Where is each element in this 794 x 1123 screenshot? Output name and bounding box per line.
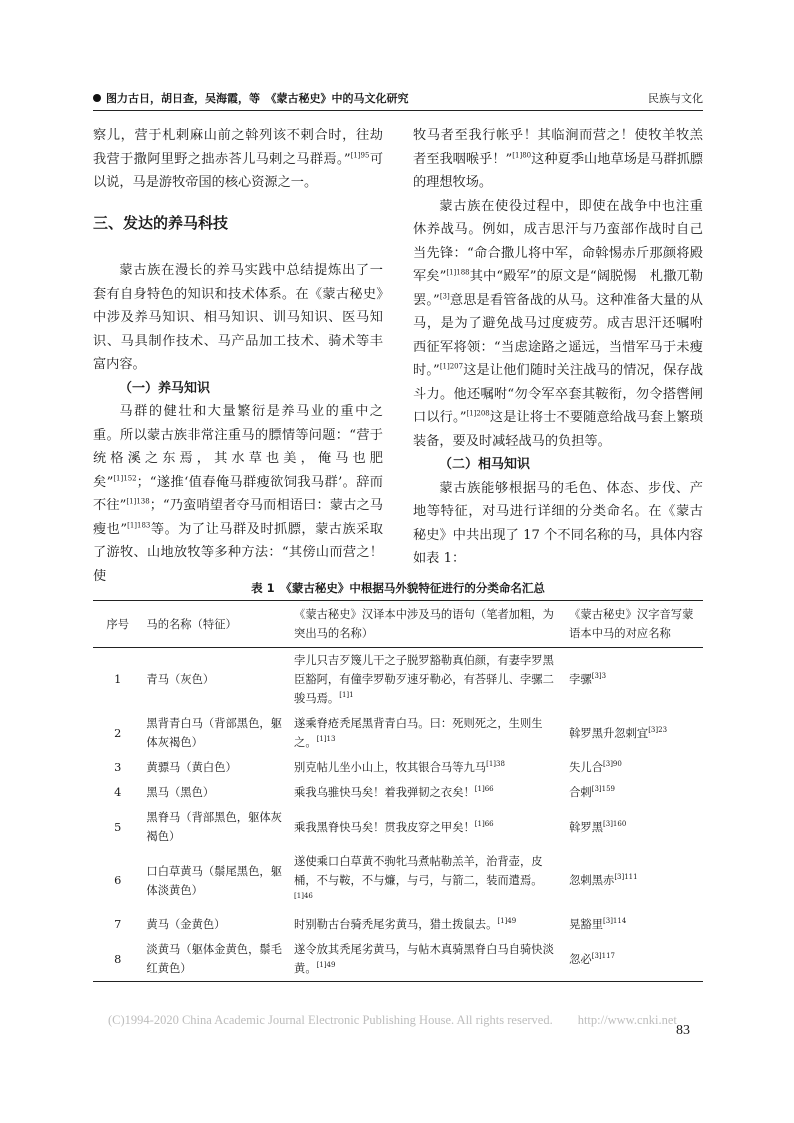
left-column (93, 124, 383, 588)
cell-name: 青马（灰色） (146, 673, 215, 686)
citation: [1]38 (486, 760, 505, 769)
citation: [3]117 (591, 951, 615, 960)
table-header-row (93, 601, 703, 648)
citation: [1]207 (439, 362, 464, 371)
cell-text: 别克帖儿坐小山上，牧其银合马等九马$^{[1]38}$ (294, 760, 505, 774)
table-row (93, 648, 703, 712)
table-row (93, 849, 703, 912)
cell-no: 6 (114, 874, 122, 887)
citation: [1]13 (316, 735, 336, 744)
citation: [3]90 (603, 760, 622, 769)
table-row (93, 912, 703, 937)
cell-name: 黑脊马（背部黑色，躯体灰褐色） (146, 811, 282, 843)
citation: [3]159 (591, 785, 615, 794)
running-header (93, 88, 703, 106)
citation: [3]3 (591, 672, 607, 681)
cell-text: 孛儿只吉歹篾儿干之子脱罗豁勒真伯颜，有妻孛罗黑臣豁阿，有僮孛罗勒歹速牙勒必，有荅驿儿、孛骡二骏马焉。$^{[1]1}$ (294, 654, 554, 705)
cell-mongol: 晃豁里$^{[3]114}$ (569, 917, 627, 931)
cell-mongol: 孛骡$^{[3]3}$ (569, 672, 607, 686)
cell-name: 黑马（黑色） (146, 786, 215, 799)
citation: [1]152 (113, 474, 137, 483)
cell-name: 黄骠马（黄白色） (146, 761, 237, 774)
citation: [3]160 (603, 819, 627, 828)
cell-name: 黑背青白马（背部黑色，躯体灰褐色） (146, 717, 282, 749)
paragraph: 蒙古族在漫长的养马实践中总结提炼出了一套有自身特色的知识和技术体系。在《蒙古秘史》中涉及养马知识、相马知识、训马知识、医马知识、马具制作技术、马产品加工技术、骑术等丰富内容。 (93, 263, 383, 372)
section-title: 三、发达的养马科技 (93, 213, 229, 232)
citation: [1]66 (474, 785, 494, 794)
citation: [1]49 (316, 961, 336, 970)
citation: [3]114 (603, 917, 627, 926)
table-row (93, 937, 703, 982)
column-header: 《蒙古秘史》汉译本中涉及马的语句（笔者加粗，为突出马的名称） (294, 608, 554, 640)
citation: [1]80 (512, 151, 532, 160)
citation: [3] (439, 292, 450, 301)
cell-mongol: 斡罗黑升忽剌宜$^{[3]23}$ (569, 725, 668, 740)
header-rule (93, 110, 703, 111)
cell-no: 8 (114, 952, 122, 966)
citation: [1]95 (350, 151, 370, 160)
cell-name: 黄马（金黄色） (146, 918, 226, 931)
horse-classification-table (93, 600, 703, 982)
subsection-title: （二）相马知识 (439, 457, 531, 472)
column-header: 马的名称（特征） (146, 617, 237, 631)
bullet-icon (93, 94, 101, 102)
cell-text: 遂令放其秃尾劣黄马，与帖木真骑黑脊白马自骑快淡黄。$^{[1]49}$ (294, 943, 554, 975)
cell-mongol: 忽必$^{[3]117}$ (569, 951, 615, 966)
column-header: 序号 (106, 617, 129, 631)
citation: [3]23 (648, 725, 668, 734)
page-number: 83 (676, 1023, 690, 1038)
paragraph: 马群的健壮和大量繁衍是养马业的重中之重。所以蒙古族非常注重马的膘情等问题：“营于统格溪之东焉，其水草也美，俺马也肥矣”$^{[1]152}$；“遂推‘值春俺马群瘦欲饲我马群’。辞而不往”$^{[1]138}$；“乃蛮哨望者夺马而相语曰：蒙古之马瘦也”$^{[1]183}$等。为了让马群及时抓膘，蒙古族采取了游牧、山地放牧等多种方法：“其傍山而营之！使 (93, 404, 383, 584)
cell-no: 1 (114, 673, 122, 686)
citation: [1]208 (466, 409, 490, 418)
cell-mongol: 失儿合$^{[3]90}$ (569, 760, 622, 774)
cell-no: 7 (114, 918, 122, 931)
paragraph: 蒙古族能够根据马的毛色、体态、步伐、产地等特征，对马进行详细的分类命名。在《蒙古秘史》中共出现了 17 个不同名称的马，具体内容如表 1： (413, 480, 703, 566)
cell-no: 3 (114, 761, 122, 774)
paragraph: 察儿，营于札剌麻山前之斡列该不剌合时，往劫我营于撒阿里野之拙赤荅儿马剌之马群焉。”$^{[1]95}$可以说，马是游牧帝国的核心资源之一。 (93, 128, 384, 190)
paragraph: 蒙古族在使役过程中，即使在战争中也注重休养战马。例如，成吉思汗与乃蛮部作战时自己当先锋：“命合撒儿将中军，命斡惕赤斤那颜将殿军矣”$^{[1]188}$其中“殿军”的原文是“阔脱惕 札撒兀勒罢。”[3]意思是看管备战的从马。这种准备大量的从马，是为了避免战马过度疲劳。成吉思汗还嘱咐西征军将领：“当虑途路之遥远，当惜军马于未瘦时。”$^{[1]207}$这是让他们随时关注战马的情况，保存战斗力。他还嘱咐“勿令军卒套其鞍衔，勿令搭辔闸口以行。”$^{[1]208}$这是让将士不要随意给战马套上繁琐装备，要及时减轻战马的负担等。 (413, 198, 703, 449)
cell-no: 5 (114, 820, 122, 834)
citation: [1]49 (497, 917, 517, 926)
header-article-title: 《蒙古秘史》中的马文化研究 (271, 92, 409, 105)
citation: [1]188 (446, 268, 470, 277)
table-caption: 表 1 《蒙古秘史》中根据马外貌特征进行的分类命名汇总 (251, 581, 545, 595)
cell-no: 4 (114, 786, 122, 799)
citation: [1]66 (474, 819, 494, 828)
right-column (413, 124, 703, 571)
cell-text: 乘我乌骓快马矣！着我弹韧之衣矣！$^{[1]66}$ (294, 785, 494, 799)
subsection-title: （一）养马知识 (119, 380, 211, 396)
citation: [1]1 (339, 691, 354, 700)
table-row (93, 711, 703, 755)
cell-name: 口白草黄马（鬃尾黑色，躯体淡黄色） (146, 864, 282, 897)
cell-name: 淡黄马（躯体金黄色，鬃毛红黄色） (146, 943, 282, 975)
table-row (93, 805, 703, 849)
citation: [3]111 (614, 873, 638, 882)
citation: [1]138 (126, 497, 150, 506)
paragraph: 牧马者至我行帐乎！其临涧而营之！使牧羊牧羔者至我咽喉乎！”$^{[1]80}$这种夏季山地草场是马群抓膘的理想牧场。 (413, 128, 703, 190)
table-row (93, 755, 703, 780)
column-header: 《蒙古秘史》汉字音写蒙语本中马的对应名称 (569, 608, 694, 640)
cell-mongol: 合剌$^{[3]159}$ (569, 785, 615, 799)
header-section: 民族与文化 (648, 92, 703, 105)
cell-text: 时别勒古台骑秃尾劣黄马，猎土拨鼠去。$^{[1]49}$ (294, 917, 517, 931)
header-authors: 图力古日，胡日查，吴海霞，等 (106, 92, 260, 105)
table-row (93, 780, 703, 805)
copyright-watermark: (C)1994-2020 China Academic Journal Electronic Publishing House. All rights reserved. http://www.cnki.net (108, 1013, 677, 1027)
cell-text: 遂使乘口白草黄不驹牝马煮帖勒羔羊，治背壶，皮桶，不与鞍，不与燫，与弓，与箭二，装而遣焉。$^{[1]46}$ (294, 855, 543, 901)
header-left (93, 90, 409, 106)
cell-no: 2 (114, 726, 122, 740)
cell-text: 遂乘脊疮秃尾黑背青白马。曰：死则死之，生则生之。$^{[1]13}$ (294, 717, 543, 749)
citation: [1]183 (127, 521, 151, 530)
citation: [1]46 (294, 892, 313, 901)
cell-text: 乘我黑脊快马矣！贯我皮穿之甲矣！$^{[1]66}$ (294, 819, 494, 834)
cell-mongol: 忽剌黑赤$^{[3]111}$ (569, 873, 638, 887)
cell-mongol: 斡罗黑$^{[3]160}$ (569, 819, 627, 834)
